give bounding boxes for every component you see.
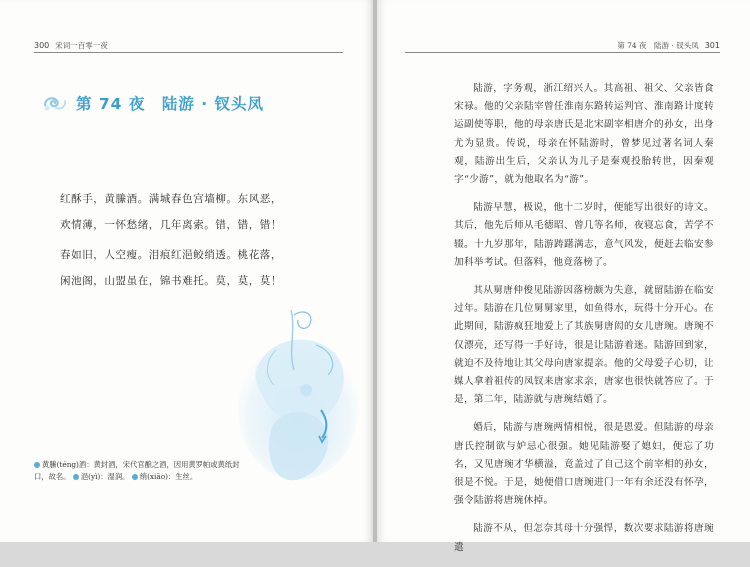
poem-line: 闲池阁，山盟虽在，锦书难托。莫，莫，莫！	[60, 275, 282, 287]
paragraph: 陆游，字务观，浙江绍兴人。其高祖、祖父、父亲皆食宋禄。他的父亲陆宰曾任淮南东路转运判官、淮南路计度转运副使等职，他的母亲唐氏是北宋副宰相唐介的孙女，出身尤为显贵。传说，母亲在怀陆游时，曾梦见过著名词人秦观，陆游出生后，父亲认为儿子是秦观投胎转世，因秦观字“少游”，就为他取名为“游”。	[454, 83, 714, 186]
watercolor-flower-illustration	[236, 290, 386, 510]
left-running-title: 宋词一百零一夜	[55, 41, 108, 50]
right-page-header	[617, 40, 720, 51]
footnote-bullet-icon	[132, 474, 138, 480]
poem-text	[60, 187, 350, 295]
chapter-heading	[42, 92, 264, 114]
footnote-bullet-icon	[73, 474, 79, 480]
right-running-title: 第 74 夜 陆游 · 钗头凤	[617, 41, 699, 50]
left-page	[0, 0, 373, 542]
poem-line: 红酥手，黄縢酒。满城春色宫墙柳。东风恶，	[60, 193, 282, 205]
paragraph: 其从舅唐仲俊见陆游因落榜颇为失意，就留陆游在临安过年。陆游在几位舅舅家里，如鱼得水，玩得十分开心。在此期间，陆游疯狂地爱上了其族舅唐闳的女儿唐琬。唐琬不仅漂亮，还写得一手好诗，很是让陆游着迷。陆游回到家，就迫不及待地让其父母向唐家提亲。他的父母爱子心切，让媒人拿着祖传的凤钗来唐家求亲，唐家也很快就答应了。于是，第二年，陆游就与唐琬结婚了。	[454, 285, 714, 406]
paragraph: 陆游早慧，极说，他十二岁时，便能写出很好的诗文。其后，他先后师从毛德昭、曾几等名师，夜寝忘食，苦学不辍。十九岁那年，陆游踌躇满志，意气风发，便赶去临安参加科举考试。但落料，他竟落榜了。	[454, 202, 714, 268]
footnote: 绡(xiāo)：生丝。	[139, 472, 198, 481]
footnote-bullet-icon	[34, 462, 40, 468]
left-header-rule	[34, 52, 343, 53]
poem-line: 春如旧，人空瘦。泪痕红浥鲛绡透。桃花落，	[60, 249, 282, 261]
footnote: 浥	[80, 472, 89, 481]
right-header-rule	[405, 52, 720, 53]
chapter-title: 第 74 夜 陆游 · 钗头凤	[76, 95, 265, 113]
right-page	[377, 0, 750, 553]
footnote: 黄縢(téng)酒：黄封酒，宋代官酿之酒，因用黄罗帕或黄纸封口，故名。	[34, 460, 240, 481]
left-page-header	[34, 40, 108, 51]
poem-line: 欢情薄，一怀愁绪，几年离索。错，错，错！	[60, 219, 282, 231]
article-body	[454, 80, 714, 567]
cloud-swirl-icon	[42, 93, 68, 113]
right-page-number: 301	[704, 41, 720, 50]
left-page-number: 300	[34, 41, 50, 50]
paragraph: 陆游不从，但怎奈其母十分强悍，数次要求陆游将唐琬遣	[454, 523, 714, 553]
footnote: (yì)：湿润。	[88, 472, 130, 481]
paragraph: 婚后，陆游与唐琬两情相悦，很是恩爱。但陆游的母亲唐氏控制欲与妒忌心很强。她见陆游娶了媳妇，便忘了功名，又见唐琬才华横溢，竟盖过了自己这个前宰相的孙女，很是不悦。于是，她便借口唐琬进门一年有余还没有怀孕，强令陆游将唐琬休掉。	[454, 422, 714, 507]
footnotes	[34, 459, 254, 483]
